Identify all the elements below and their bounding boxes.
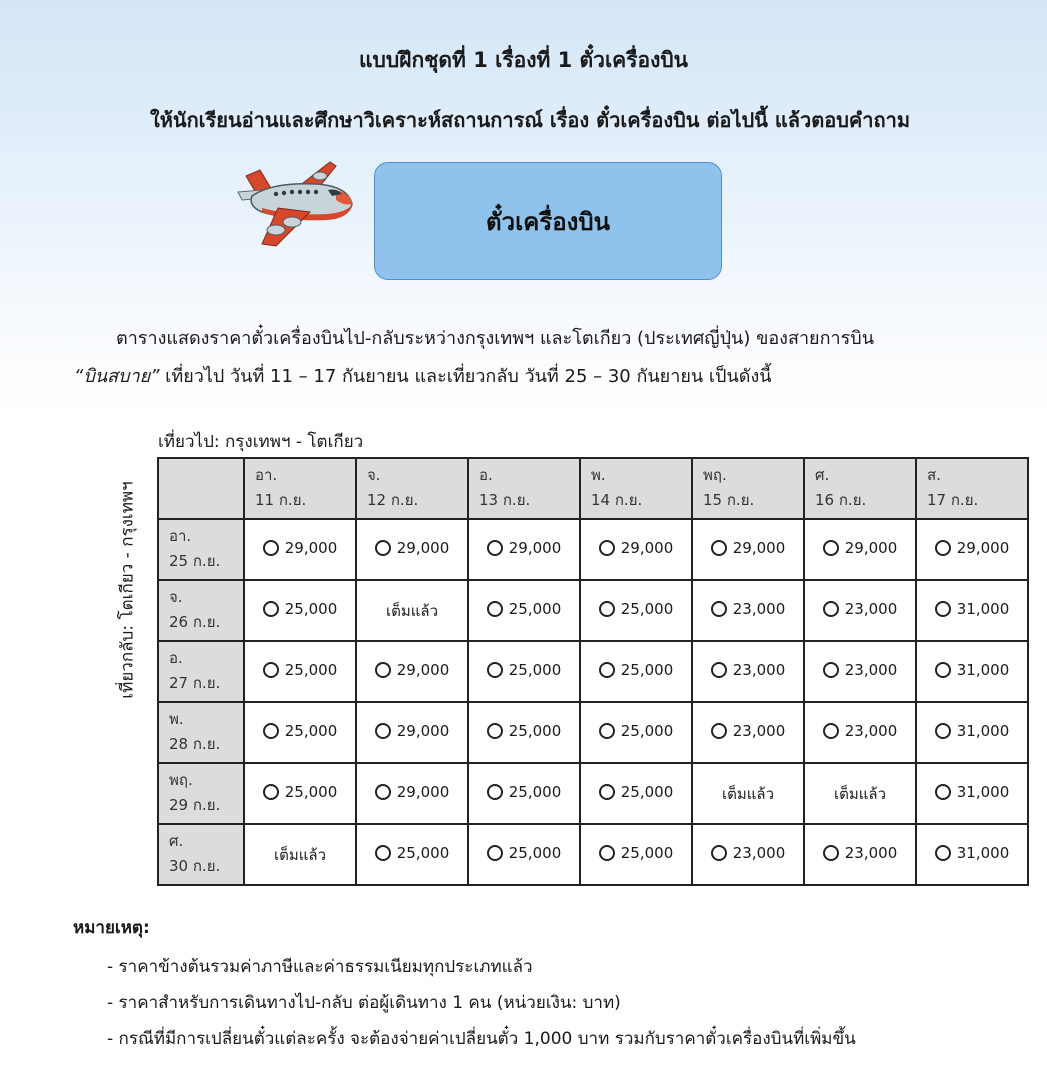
sold-out-label: เต็มแล้ว <box>273 845 327 864</box>
fare-cell[interactable] <box>468 763 580 824</box>
fare-cell[interactable] <box>244 519 356 580</box>
fare-cell[interactable] <box>580 702 692 763</box>
radio-circle-icon[interactable] <box>599 662 615 678</box>
radio-circle-icon[interactable] <box>599 784 615 800</box>
fare-price: 31,000 <box>956 661 1010 679</box>
fare-price: 25,000 <box>620 844 674 862</box>
radio-circle-icon[interactable] <box>375 662 391 678</box>
fare-cell[interactable] <box>580 641 692 702</box>
notes-section <box>73 914 856 1057</box>
fare-price: 23,000 <box>732 844 786 862</box>
description-paragraph <box>74 320 974 396</box>
fare-price: 25,000 <box>508 600 562 618</box>
radio-circle-icon[interactable] <box>263 601 279 617</box>
fare-cell[interactable] <box>692 702 804 763</box>
col-header: พฤ. 15 ก.ย. <box>692 458 804 519</box>
fare-price: 25,000 <box>284 661 338 679</box>
fare-cell[interactable] <box>468 702 580 763</box>
fare-price: 25,000 <box>508 783 562 801</box>
radio-circle-icon[interactable] <box>599 601 615 617</box>
table-row <box>158 641 1028 702</box>
fare-cell[interactable] <box>804 824 916 885</box>
fare-cell[interactable] <box>244 702 356 763</box>
notes-list <box>73 949 856 1057</box>
fare-cell[interactable] <box>580 824 692 885</box>
fare-price: 25,000 <box>508 661 562 679</box>
radio-circle-icon[interactable] <box>823 723 839 739</box>
fare-cell[interactable] <box>916 824 1028 885</box>
fare-price: 23,000 <box>844 661 898 679</box>
table-row <box>158 763 1028 824</box>
fare-cell[interactable] <box>356 519 468 580</box>
radio-circle-icon[interactable] <box>599 723 615 739</box>
fare-price: 23,000 <box>844 844 898 862</box>
outbound-label: เที่ยวไป: กรุงเทพฯ - โตเกียว <box>158 432 364 452</box>
row-header: จ. 26 ก.ย. <box>158 580 244 641</box>
fare-price: 25,000 <box>620 783 674 801</box>
fare-cell[interactable] <box>356 824 468 885</box>
page-title: แบบฝึกชุดที่ 1 เรื่องที่ 1 ตั๋วเครื่องบิน <box>358 48 689 72</box>
radio-circle-icon[interactable] <box>599 845 615 861</box>
radio-circle-icon[interactable] <box>935 723 951 739</box>
radio-circle-icon[interactable] <box>487 784 503 800</box>
fare-cell[interactable] <box>244 580 356 641</box>
radio-circle-icon[interactable] <box>935 845 951 861</box>
note-item: - ราคาข้างต้นรวมค่าภาษีและค่าธรรมเนียมทุกประเภทแล้ว <box>107 957 533 977</box>
airline-name: “บินสบาย” <box>74 366 160 387</box>
fare-price: 29,000 <box>508 539 562 557</box>
table-header-row <box>158 458 1028 519</box>
fare-cell[interactable] <box>916 641 1028 702</box>
fare-cell[interactable] <box>356 702 468 763</box>
radio-circle-icon[interactable] <box>263 784 279 800</box>
radio-circle-icon[interactable] <box>711 662 727 678</box>
radio-circle-icon[interactable] <box>711 601 727 617</box>
fare-price: 23,000 <box>844 600 898 618</box>
row-header: ศ. 30 ก.ย. <box>158 824 244 885</box>
fare-cell <box>244 824 356 885</box>
radio-circle-icon[interactable] <box>823 845 839 861</box>
radio-circle-icon[interactable] <box>935 540 951 556</box>
fare-cell[interactable] <box>468 641 580 702</box>
radio-circle-icon[interactable] <box>599 540 615 556</box>
paragraph-line-1: ตารางแสดงราคาตั๋วเครื่องบินไป-กลับระหว่างกรุงเทพฯ และโตเกียว (ประเทศญี่ปุ่น) ของสายการบิน <box>116 328 875 349</box>
radio-circle-icon[interactable] <box>263 662 279 678</box>
radio-circle-icon[interactable] <box>487 723 503 739</box>
fare-cell[interactable] <box>580 519 692 580</box>
paragraph-line-2-text: เที่ยวไป วันที่ 11 – 17 กันยายน และเที่ยวกลับ วันที่ 25 – 30 กันยายน เป็นดังนี้ <box>159 366 772 387</box>
fare-price: 25,000 <box>508 722 562 740</box>
fare-cell[interactable] <box>244 641 356 702</box>
fare-price: 23,000 <box>844 722 898 740</box>
radio-circle-icon[interactable] <box>375 845 391 861</box>
note-item: - กรณีที่มีการเปลี่ยนตั๋วแต่ละครั้ง จะต้องจ่ายค่าเปลี่ยนตั๋ว 1,000 บาท รวมกับราคาตั๋วเครื่องบินที่เพิ่มขึ้น <box>107 1029 856 1049</box>
fare-price: 25,000 <box>284 783 338 801</box>
fare-price: 29,000 <box>396 722 450 740</box>
radio-circle-icon[interactable] <box>935 662 951 678</box>
fare-cell[interactable] <box>916 519 1028 580</box>
table-row <box>158 519 1028 580</box>
fare-cell[interactable] <box>356 641 468 702</box>
radio-circle-icon[interactable] <box>263 540 279 556</box>
fare-cell[interactable] <box>468 580 580 641</box>
fare-cell[interactable] <box>468 824 580 885</box>
banner-box: ตั๋วเครื่องบิน <box>374 162 722 280</box>
fare-price: 31,000 <box>956 600 1010 618</box>
radio-circle-icon[interactable] <box>487 601 503 617</box>
row-header: อา. 25 ก.ย. <box>158 519 244 580</box>
row-header: อ. 27 ก.ย. <box>158 641 244 702</box>
fare-cell[interactable] <box>580 763 692 824</box>
col-header: จ. 12 ก.ย. <box>356 458 468 519</box>
col-header: พ. 14 ก.ย. <box>580 458 692 519</box>
fare-cell[interactable] <box>916 580 1028 641</box>
radio-circle-icon[interactable] <box>935 601 951 617</box>
radio-circle-icon[interactable] <box>487 540 503 556</box>
fare-price: 25,000 <box>396 844 450 862</box>
fare-price: 31,000 <box>956 722 1010 740</box>
table-corner <box>158 458 244 519</box>
fare-price: 29,000 <box>284 539 338 557</box>
fare-cell <box>356 580 468 641</box>
fare-price: 23,000 <box>732 600 786 618</box>
paragraph-line-2 <box>74 358 974 396</box>
fare-price: 25,000 <box>620 722 674 740</box>
notes-heading: หมายเหตุ: <box>73 918 150 938</box>
fare-price: 29,000 <box>956 539 1010 557</box>
fare-cell[interactable] <box>692 519 804 580</box>
radio-circle-icon[interactable] <box>711 723 727 739</box>
col-header: ศ. 16 ก.ย. <box>804 458 916 519</box>
sold-out-label: เต็มแล้ว <box>833 784 887 803</box>
col-header: ส. 17 ก.ย. <box>916 458 1028 519</box>
fare-price: 25,000 <box>620 661 674 679</box>
fare-price: 25,000 <box>508 844 562 862</box>
radio-circle-icon[interactable] <box>711 540 727 556</box>
fare-price: 29,000 <box>732 539 786 557</box>
fare-price: 25,000 <box>620 600 674 618</box>
sold-out-label: เต็มแล้ว <box>385 601 439 620</box>
fare-cell[interactable] <box>244 763 356 824</box>
fare-price: 29,000 <box>844 539 898 557</box>
fare-cell <box>804 763 916 824</box>
fare-price: 29,000 <box>396 783 450 801</box>
fare-cell[interactable] <box>356 763 468 824</box>
table-row <box>158 702 1028 763</box>
radio-circle-icon[interactable] <box>935 784 951 800</box>
return-label: เที่ยวกลับ: โตเกียว - กรุงเทพฯ <box>117 481 138 699</box>
fare-cell[interactable] <box>804 641 916 702</box>
fare-price: 25,000 <box>284 722 338 740</box>
fare-cell <box>692 763 804 824</box>
row-header: พฤ. 29 ก.ย. <box>158 763 244 824</box>
fare-cell[interactable] <box>468 519 580 580</box>
radio-circle-icon[interactable] <box>711 845 727 861</box>
row-header: พ. 28 ก.ย. <box>158 702 244 763</box>
sold-out-label: เต็มแล้ว <box>721 784 775 803</box>
fare-cell[interactable] <box>916 702 1028 763</box>
table-row <box>158 580 1028 641</box>
instruction: ให้นักเรียนอ่านและศึกษาวิเคราะห์สถานการณ์ เรื่อง ตั๋วเครื่องบิน ต่อไปนี้ แล้วตอบคำถาม <box>149 108 911 132</box>
fare-price: 31,000 <box>956 783 1010 801</box>
fare-price: 23,000 <box>732 722 786 740</box>
fare-price: 29,000 <box>396 539 450 557</box>
fare-table <box>157 457 1029 886</box>
table-row <box>158 824 1028 885</box>
fare-cell[interactable] <box>692 580 804 641</box>
fare-cell[interactable] <box>580 580 692 641</box>
fare-cell[interactable] <box>692 641 804 702</box>
fare-price: 29,000 <box>620 539 674 557</box>
fare-price: 23,000 <box>732 661 786 679</box>
fare-cell[interactable] <box>916 763 1028 824</box>
radio-circle-icon[interactable] <box>823 662 839 678</box>
radio-circle-icon[interactable] <box>375 723 391 739</box>
fare-price: 25,000 <box>284 600 338 618</box>
radio-circle-icon[interactable] <box>823 601 839 617</box>
fare-price: 29,000 <box>396 661 450 679</box>
radio-circle-icon[interactable] <box>263 723 279 739</box>
fare-cell[interactable] <box>804 580 916 641</box>
radio-circle-icon[interactable] <box>375 784 391 800</box>
fare-cell[interactable] <box>804 702 916 763</box>
radio-circle-icon[interactable] <box>823 540 839 556</box>
col-header: อา. 11 ก.ย. <box>244 458 356 519</box>
fare-cell[interactable] <box>692 824 804 885</box>
airplane-icon <box>232 156 360 252</box>
note-item: - ราคาสำหรับการเดินทางไป-กลับ ต่อผู้เดินทาง 1 คน (หน่วยเงิน: บาท) <box>107 993 621 1013</box>
radio-circle-icon[interactable] <box>487 662 503 678</box>
radio-circle-icon[interactable] <box>487 845 503 861</box>
col-header: อ. 13 ก.ย. <box>468 458 580 519</box>
fare-cell[interactable] <box>804 519 916 580</box>
fare-price: 31,000 <box>956 844 1010 862</box>
radio-circle-icon[interactable] <box>375 540 391 556</box>
